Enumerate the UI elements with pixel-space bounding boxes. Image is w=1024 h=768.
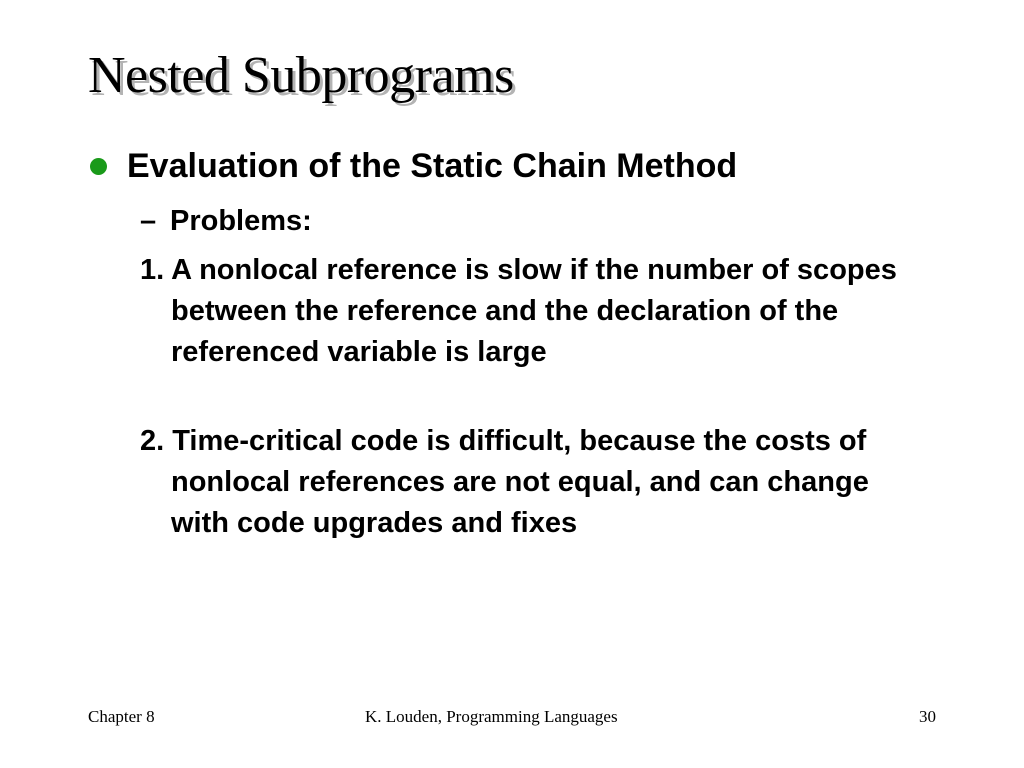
- footer-chapter: Chapter 8: [88, 707, 155, 726]
- sub-bullet: [140, 202, 312, 240]
- footer-page-number: 30: [919, 707, 936, 726]
- bullet-dot-icon: [90, 158, 107, 175]
- numbered-item-2: 2. Time-critical code is difficult, because the costs of nonlocal references are not equal, and can change with code upgrades and fixes: [140, 425, 869, 539]
- slide-title: Nested Subprograms: [88, 47, 514, 104]
- sub-bullet-text: Problems:: [170, 205, 312, 237]
- main-bullet: [88, 144, 737, 188]
- numbered-item-1: 1. A nonlocal reference is slow if the number of scopes between the reference and the declaration of the referenced variable is large: [140, 254, 897, 368]
- footer-source: K. Louden, Programming Languages: [365, 707, 618, 726]
- main-bullet-text: Evaluation of the Static Chain Method: [127, 147, 738, 185]
- dash-icon: –: [140, 205, 157, 237]
